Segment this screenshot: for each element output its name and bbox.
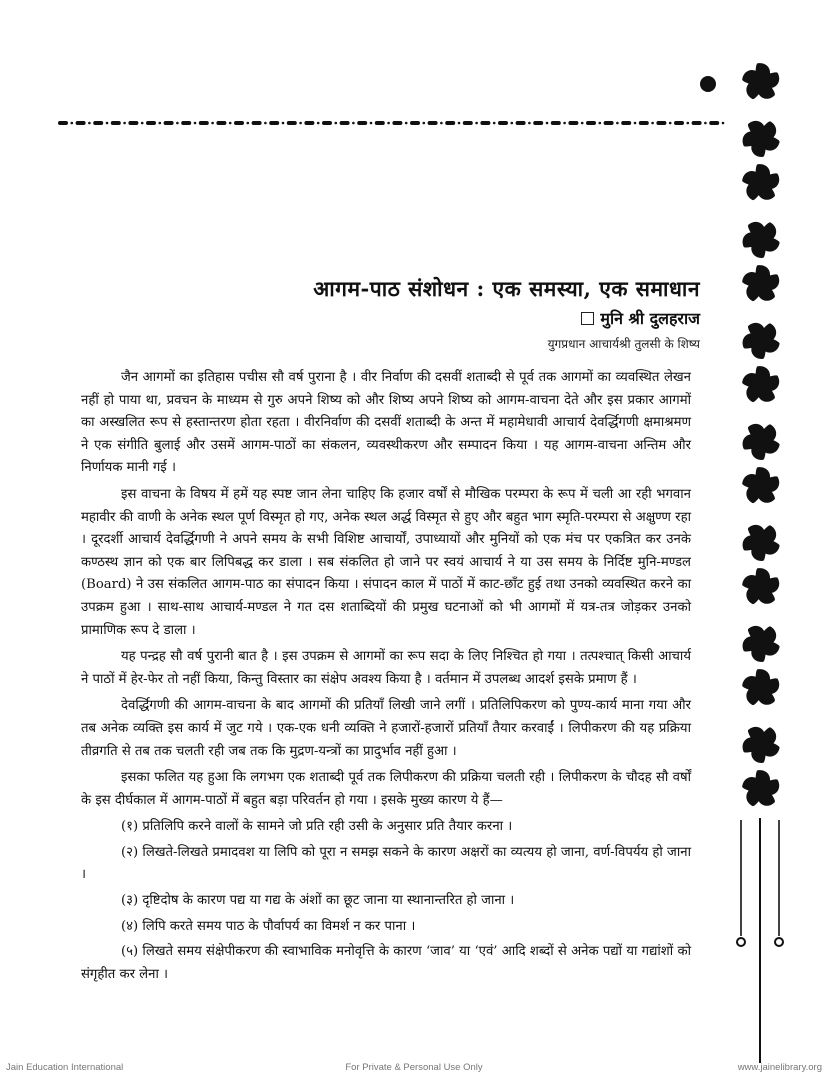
reason-item: (१) प्रतिलिपि करने वालों के सामने जो प्रति रही उसी के अनुसार प्रति तैयार करना । — [121, 819, 513, 835]
page-footer — [0, 1062, 828, 1076]
reason-item: (३) दृष्टिदोष के कारण पद्य या गद्य के अंशों का छूट जाना या स्थानान्तरित हो जाना । — [121, 893, 515, 909]
paragraph: जैन आगमों का इतिहास पचीस सौ वर्ष पुराना है । वीर निर्वाण की दसवीं शताब्दी से पूर्व तक आगमों का व्यवस्थित लेखन नहीं हो पाया था, प्रवचन के माध्यम से गुरु अपने शिष्य को और शिष्य अपने शिष्य को आगम-वाचना देते और इस प्रकार आगमों का अस्खलित रूप से हस्तान्तरण होता रहता । वीरनिर्वाण की दसवीं शताब्दी के अन्त में महामेधावी आचार्य देवर्द्धिगणी क्षमाश्रमण ने एक संगीति बुलाई और उसमें आगम-पाठों का संकलन, व्यवस्थीकरण और सम्पादन किया । यह आगम-वाचना अन्तिम और निर्णायक मानी गई । — [81, 370, 691, 476]
paragraph: इसका फलित यह हुआ कि लगभग एक शताब्दी पूर्व तक लिपीकरण की प्रक्रिया चलती रही । लिपीकरण के चौदह सौ वर्षों के इस दीर्घकाल में आगम-पाठों में बहुत बड़ा परिवर्तन हो गया । इसके मुख्य कारण ये हैं— — [81, 770, 691, 808]
paragraph: देवर्द्धिगणी की आगम-वाचना के बाद आगमों की प्रतियाँ लिखी जाने लगीं । प्रतिलिपिकरण को पुण्य-कार्य माना गया और तब अनेक व्यक्ति इस कार्य में जुट गये । एक-एक धनी व्यक्ति ने हजारों-हजारों प्रतियाँ तैयार करवाईं । लिपीकरण की यह प्रक्रिया तीव्रगति से तब तक चलती रही जब तक कि मुद्रण-यन्त्रों का प्रादुर्भाव नहीं हुआ । — [81, 698, 691, 759]
swirl-medallion-border-icon — [737, 58, 785, 818]
reason-item: (५) लिखते समय संक्षेपीकरण की स्वाभाविक मनोवृत्ति के कारण ‘जाव’ या ‘एवं’ आदि शब्दों से अनेक पद्यों या गद्यांशों को संगृहीत कर लेना । — [81, 944, 691, 982]
reason-item: (४) लिपि करते समय पाठ के पौर्वापर्य का विमर्श न कर पाना । — [121, 918, 416, 934]
dashed-rule-ornament-icon — [58, 120, 726, 126]
article-header — [200, 276, 700, 352]
author-name: मुनि श्री दुलहराज — [600, 309, 700, 328]
footer-usage-notice: For Private & Personal Use Only — [345, 1062, 483, 1073]
square-bullet-icon — [581, 312, 594, 325]
dot-ornament-icon — [700, 76, 716, 92]
article-body — [81, 367, 691, 989]
author-affiliation: युगप्रधान आचार्यश्री तुलसी के शिष्य — [547, 337, 700, 351]
stem-lines-icon — [730, 818, 790, 1063]
article-author — [200, 308, 700, 330]
footer-website-link[interactable]: www.jainelibrary.org — [737, 1062, 822, 1073]
footer-publisher: Jain Education International — [6, 1062, 124, 1073]
article-title: आगम-पाठ संशोधन : एक समस्या, एक समाधान — [313, 276, 700, 301]
paragraph: इस वाचना के विषय में हमें यह स्पष्ट जान लेना चाहिए कि हजार वर्षों से मौखिक परम्परा के रूप में चली आ रही भगवान महावीर की वाणी के अनेक स्थल पूर्ण विस्मृत हो गए, अनेक स्थल अर्द्ध विस्मृत से हुए और बहुत भाग स्मृति-परम्परा से अक्षुण्ण रहा । दूरदर्शी आचार्य देवर्द्धिगणी ने अपने समय के सभी विशिष्ट आचार्यों, उपाध्यायों और मुनियों को एक मंच पर एकत्रित कर उनके कण्ठस्थ ज्ञान को एक बार लिपिबद्ध कर डाला । सब संकलित हो जाने पर स्वयं आचार्य ने या उस समय के निर्दिष्ट मुनि-मण्डल (Board) ने उस संकलित आगम-पाठ का संपादन किया । संपादन काल में पाठों में काट-छाँट हुई तथा उनको व्यवस्थित करने का उपक्रम हुआ । साथ-साथ आचार्य-मण्डल ने गत दस शताब्दियों की प्रमुख घटनाओं को भी आगमों में यत्र-तत्र जोड़कर उनको प्रामाणिक रूप दे डाला । — [81, 486, 691, 638]
paragraph: यह पन्द्रह सौ वर्ष पुरानी बात है । इस उपक्रम से आगमों का रूप सदा के लिए निश्चित हो गया । तत्पश्चात् किसी आचार्य ने पाठों में हेर-फेर तो नहीं किया, किन्तु विस्तार का संक्षेप अवश्य किया है । वर्तमान में उपलब्ध आदर्श इसके प्रमाण हैं । — [81, 649, 691, 687]
reason-item: (२) लिखते-लिखते प्रमादवश या लिपि को पूरा न समझ सकने के कारण अक्षरों का व्यत्यय हो जाना, वर्ण-विपर्यय हो जाना । — [81, 844, 691, 883]
